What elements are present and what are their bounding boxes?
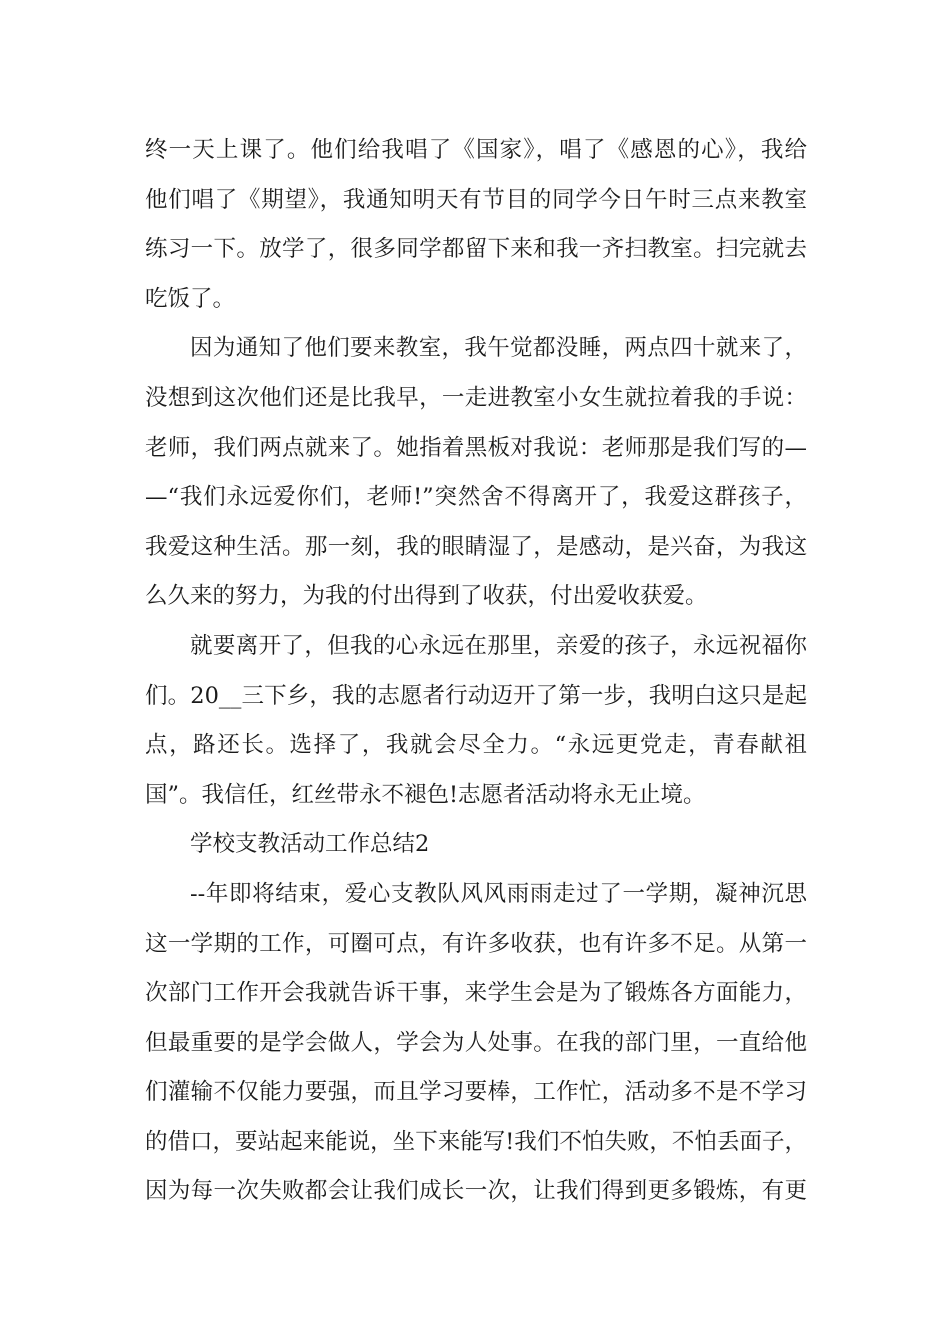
text-line: 么久来的努力，为我的付出得到了收获，付出爱收获爱。 [145,583,708,610]
text-line: 但最重要的是学会做人，学会为人处事。在我的部门里，一直给他 [145,1029,807,1056]
text-line: 因为每一次失败都会让我们成长一次，让我们得到更多锻炼，有更 [145,1178,807,1205]
text-line: --年即将结束，爱心支教队风风雨雨走过了一学期，凝神沉思 [190,880,807,907]
text-line: 我爱这种生活。那一刻，我的眼睛湿了，是感动，是兴奋，为我这 [145,533,807,560]
text-line: 吃饭了。 [145,285,236,312]
text-line: 老师，我们两点就来了。她指着黑板对我说：老师那是我们写的— [145,434,807,461]
section-heading: 学校支教活动工作总结2 [190,831,430,858]
text-line: 们。20__三下乡，我的志愿者行动迈开了第一步，我明白这只是起 [145,682,807,709]
text-line: 次部门工作开会我就告诉干事，来学生会是为了锻炼各方面能力， [145,980,807,1007]
text-line: 终一天上课了。他们给我唱了《国家》，唱了《感恩的心》，我给 [145,137,807,163]
text-line: 就要离开了，但我的心永远在那里，亲爱的孩子，永远祝福你 [190,632,807,659]
text-line: 的借口，要站起来能说，坐下来能写!我们不怕失败，不怕丢面子， [145,1128,807,1155]
text-line: 练习一下。放学了，很多同学都留下来和我一齐扫教室。扫完就去 [145,236,807,263]
text-line: —“我们永远爱你们，老师!”突然舍不得离开了，我爱这群孩子， [145,484,807,511]
text-line: 他们唱了《期望》，我通知明天有节目的同学今日午时三点来教室 [145,186,807,213]
text-line: 因为通知了他们要来教室，我午觉都没睡，两点四十就来了， [190,335,807,362]
text-line: 这一学期的工作，可圈可点，有许多收获，也有许多不足。从第一 [145,930,807,957]
text-line: 国”。我信任，红丝带永不褪色!志愿者活动将永无止境。 [145,781,706,808]
document-body [145,126,807,1217]
text-line: 们灌输不仅能力要强，而且学习要棒，工作忙，活动多不是不学习 [145,1079,807,1106]
text-line: 点，路还长。选择了，我就会尽全力。“永远更党走，青春献祖 [145,732,807,759]
text-line: 没想到这次他们还是比我早，一走进教室小女生就拉着我的手说： [145,384,807,411]
